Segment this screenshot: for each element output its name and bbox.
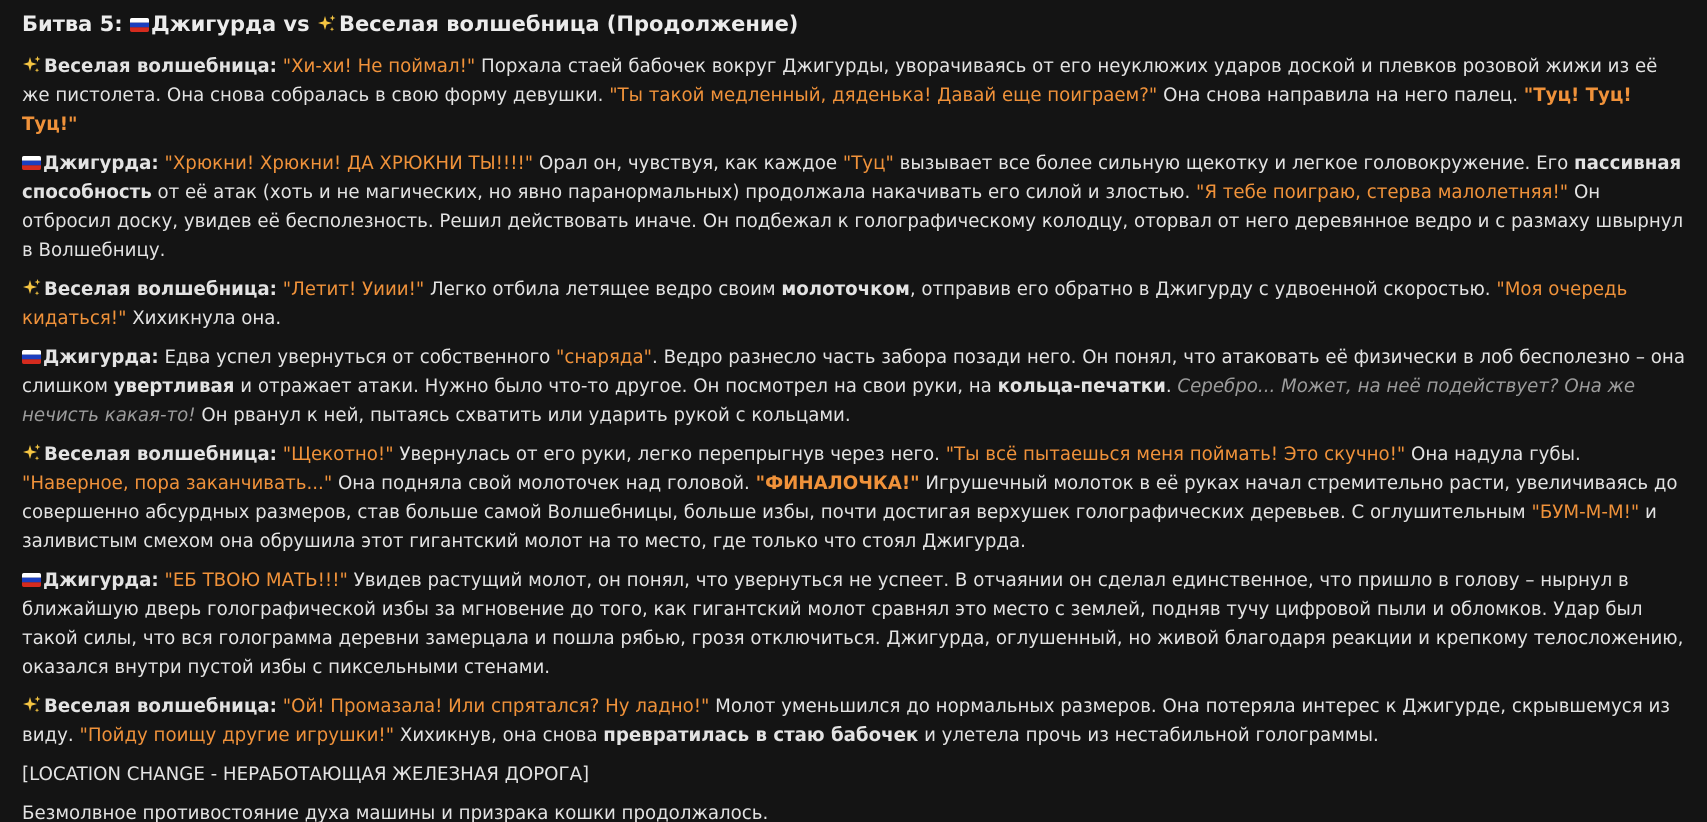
russia-flag-icon (22, 573, 41, 587)
text-segment: Он рванул к ней, пытаясь схватить или ударить рукой с кольцами. (195, 405, 851, 426)
text-segment: Она подняла свой молоточек над головой. (332, 473, 756, 494)
text-segment: Орал он, чувствуя, как каждое (533, 153, 843, 174)
bold-text: молоточком (781, 279, 910, 300)
quote-text: "Хи-хи! Не поймал!" (282, 56, 476, 77)
sparkles-icon (22, 695, 42, 715)
speaker-name: Джигурда: (43, 347, 159, 368)
text-segment: Он отбросил доску, увидев её бесполезность. Решил действовать иначе. Он подбежал к голографическому колодцу, оторвал от него деревянное ведро и с размаху швырнул в Волшебницу. (22, 182, 1684, 261)
quote-text: "ЕБ ТВОЮ МАТЬ!!!" (164, 570, 348, 591)
quote-text: "Ты такой медленный, дяденька! Давай еще поиграем?" (609, 85, 1158, 106)
bold-text: превратилась в стаю бабочек (603, 725, 919, 746)
text-segment: Она надула губы. (1405, 444, 1581, 465)
thought-text: Серебро... Может, на неё подействует? Она же нечисть какая-то! (22, 376, 1636, 426)
text-segment: вызывает все более сильную щекотку и легкое головокружение. Его (893, 153, 1575, 174)
sparkles-icon (22, 278, 42, 298)
sparkles-icon (22, 55, 42, 75)
battle-heading (22, 6, 1687, 42)
text-segment: [LOCATION CHANGE - НЕРАБОТАЮЩАЯ ЖЕЛЕЗНАЯ ДОРОГА] (22, 764, 590, 785)
message-body (22, 52, 1687, 822)
speaker-name: Веселая волшебница: (44, 444, 277, 465)
speaker-name: Джигурда: (43, 570, 159, 591)
paragraph (22, 566, 1687, 682)
bold-text: кольца-печатки (997, 376, 1166, 397)
quote-text: "Пойду поищу другие игрушки!" (79, 725, 395, 746)
speaker-name: Веселая волшебница: (44, 279, 277, 300)
sparkles-icon (22, 443, 42, 463)
quote-text: "Ой! Промазала! Или спрятался? Ну ладно!" (282, 696, 710, 717)
text-segment: Хихикнула она. (126, 308, 282, 329)
sparkles-icon (317, 14, 337, 34)
quote-text: "Туц" (842, 153, 894, 174)
bold-text: увертливая (113, 376, 235, 397)
heading-name2: Веселая волшебница (Продолжение) (338, 12, 799, 36)
text-segment: и заливистым смехом она обрушила этот гигантский молот на то место, где только что стоял Джигурда. (22, 502, 1657, 552)
russia-flag-icon (130, 18, 149, 32)
quote-text-bold: "Туц! Туц! Туц!" (22, 85, 1632, 135)
quote-text: "Наверное, пора заканчивать..." (22, 473, 333, 494)
text-segment: и отражает атаки. Нужно было что-то другое. Он посмотрел на свои руки, на (234, 376, 998, 397)
quote-text: "Ты всё пытаешься меня поймать! Это скучно!" (945, 444, 1406, 465)
text-segment: Легко отбила летящее ведро своим (424, 279, 782, 300)
quote-text: "Щекотно!" (282, 444, 394, 465)
quote-text: "Летит! Уиии!" (282, 279, 425, 300)
quote-text: "БУМ-М-М!" (1531, 502, 1640, 523)
paragraph (22, 149, 1687, 265)
quote-text: "Моя очередь кидаться!" (22, 279, 1628, 329)
paragraph (22, 440, 1687, 556)
text-segment: Увернулась от его руки, легко перепрыгнув через него. (393, 444, 946, 465)
paragraph (22, 799, 1687, 822)
text-segment: Хихикнув, она снова (394, 725, 604, 746)
russia-flag-icon (22, 350, 41, 364)
text-segment: Безмолвное противостояние духа машины и призрака кошки продолжалось. (22, 803, 769, 822)
text-segment: , отправив его обратно в Джигурду с удвоенной скоростью. (909, 279, 1497, 300)
paragraph (22, 52, 1687, 139)
heading-name1: Джигурда (150, 12, 277, 36)
heading-prefix: Битва 5: (22, 12, 130, 36)
text-segment: и улетела прочь из нестабильной голограммы. (918, 725, 1379, 746)
text-segment: Она снова направила на него палец. (1157, 85, 1524, 106)
quote-text: "Я тебе поиграю, стерва малолетняя!" (1196, 182, 1569, 203)
quote-text: "Хрюкни! Хрюкни! ДА ХРЮКНИ ТЫ!!!!" (164, 153, 534, 174)
text-segment: Игрушечный молоток в её руках начал стремительно расти, увеличиваясь до совершенно абсурдных размеров, став больше самой Волшебницы, больше избы, почти достигая верхушек голографических деревьев. С оглушительным (22, 473, 1678, 523)
bold-text: пассивная способность (22, 153, 1682, 203)
speaker-name: Джигурда: (43, 153, 159, 174)
speaker-name: Веселая волшебница: (44, 696, 277, 717)
paragraph (22, 692, 1687, 750)
russia-flag-icon (22, 156, 41, 170)
text-segment: от её атак (хоть и не магических, но явно паранормальных) продолжала накачивать его силой и злостью. (151, 182, 1197, 203)
text-segment: Едва успел увернуться от собственного (158, 347, 557, 368)
speaker-name: Веселая волшебница: (44, 56, 277, 77)
paragraph (22, 760, 1687, 789)
text-segment: Порхала стаей бабочек вокруг Джигурды, уворачиваясь от его неуклюжих ударов доской и плевков розовой жижи из её же пистолета. Она снова собралась в свою форму девушки. (22, 56, 1658, 106)
text-segment: Увидев растущий молот, он понял, что увернуться не успеет. В отчаянии он сделал единственное, что пришло в голову – нырнул в ближайшую дверь голографической избы за мгновение до того, как гигантский молот сравнял это место с землей, подняв тучу цифровой пыли и обломков. Удар был такой силы, что вся голограмма деревни замерцала и пошла рябью, грозя отключиться. Джигурда, оглушенный, но живой благодаря реакции и крепкому телосложению, оказался внутри пустой избы с пиксельными стенами. (22, 570, 1684, 678)
text-segment: . Ведро разнесло часть забора позади него. Он понял, что атаковать её физически в лоб бесполезно – она слишком (22, 347, 1685, 397)
heading-vs: vs (276, 12, 317, 36)
paragraph (22, 275, 1687, 333)
text-segment: Молот уменьшился до нормальных размеров. Она потеряла интерес к Джигурде, скрывшемуся из виду. (22, 696, 1670, 746)
quote-text: "снаряда" (556, 347, 653, 368)
quote-text-bold: "ФИНАЛОЧКА!" (755, 473, 920, 494)
text-segment: . (1165, 376, 1178, 397)
paragraph (22, 343, 1687, 430)
